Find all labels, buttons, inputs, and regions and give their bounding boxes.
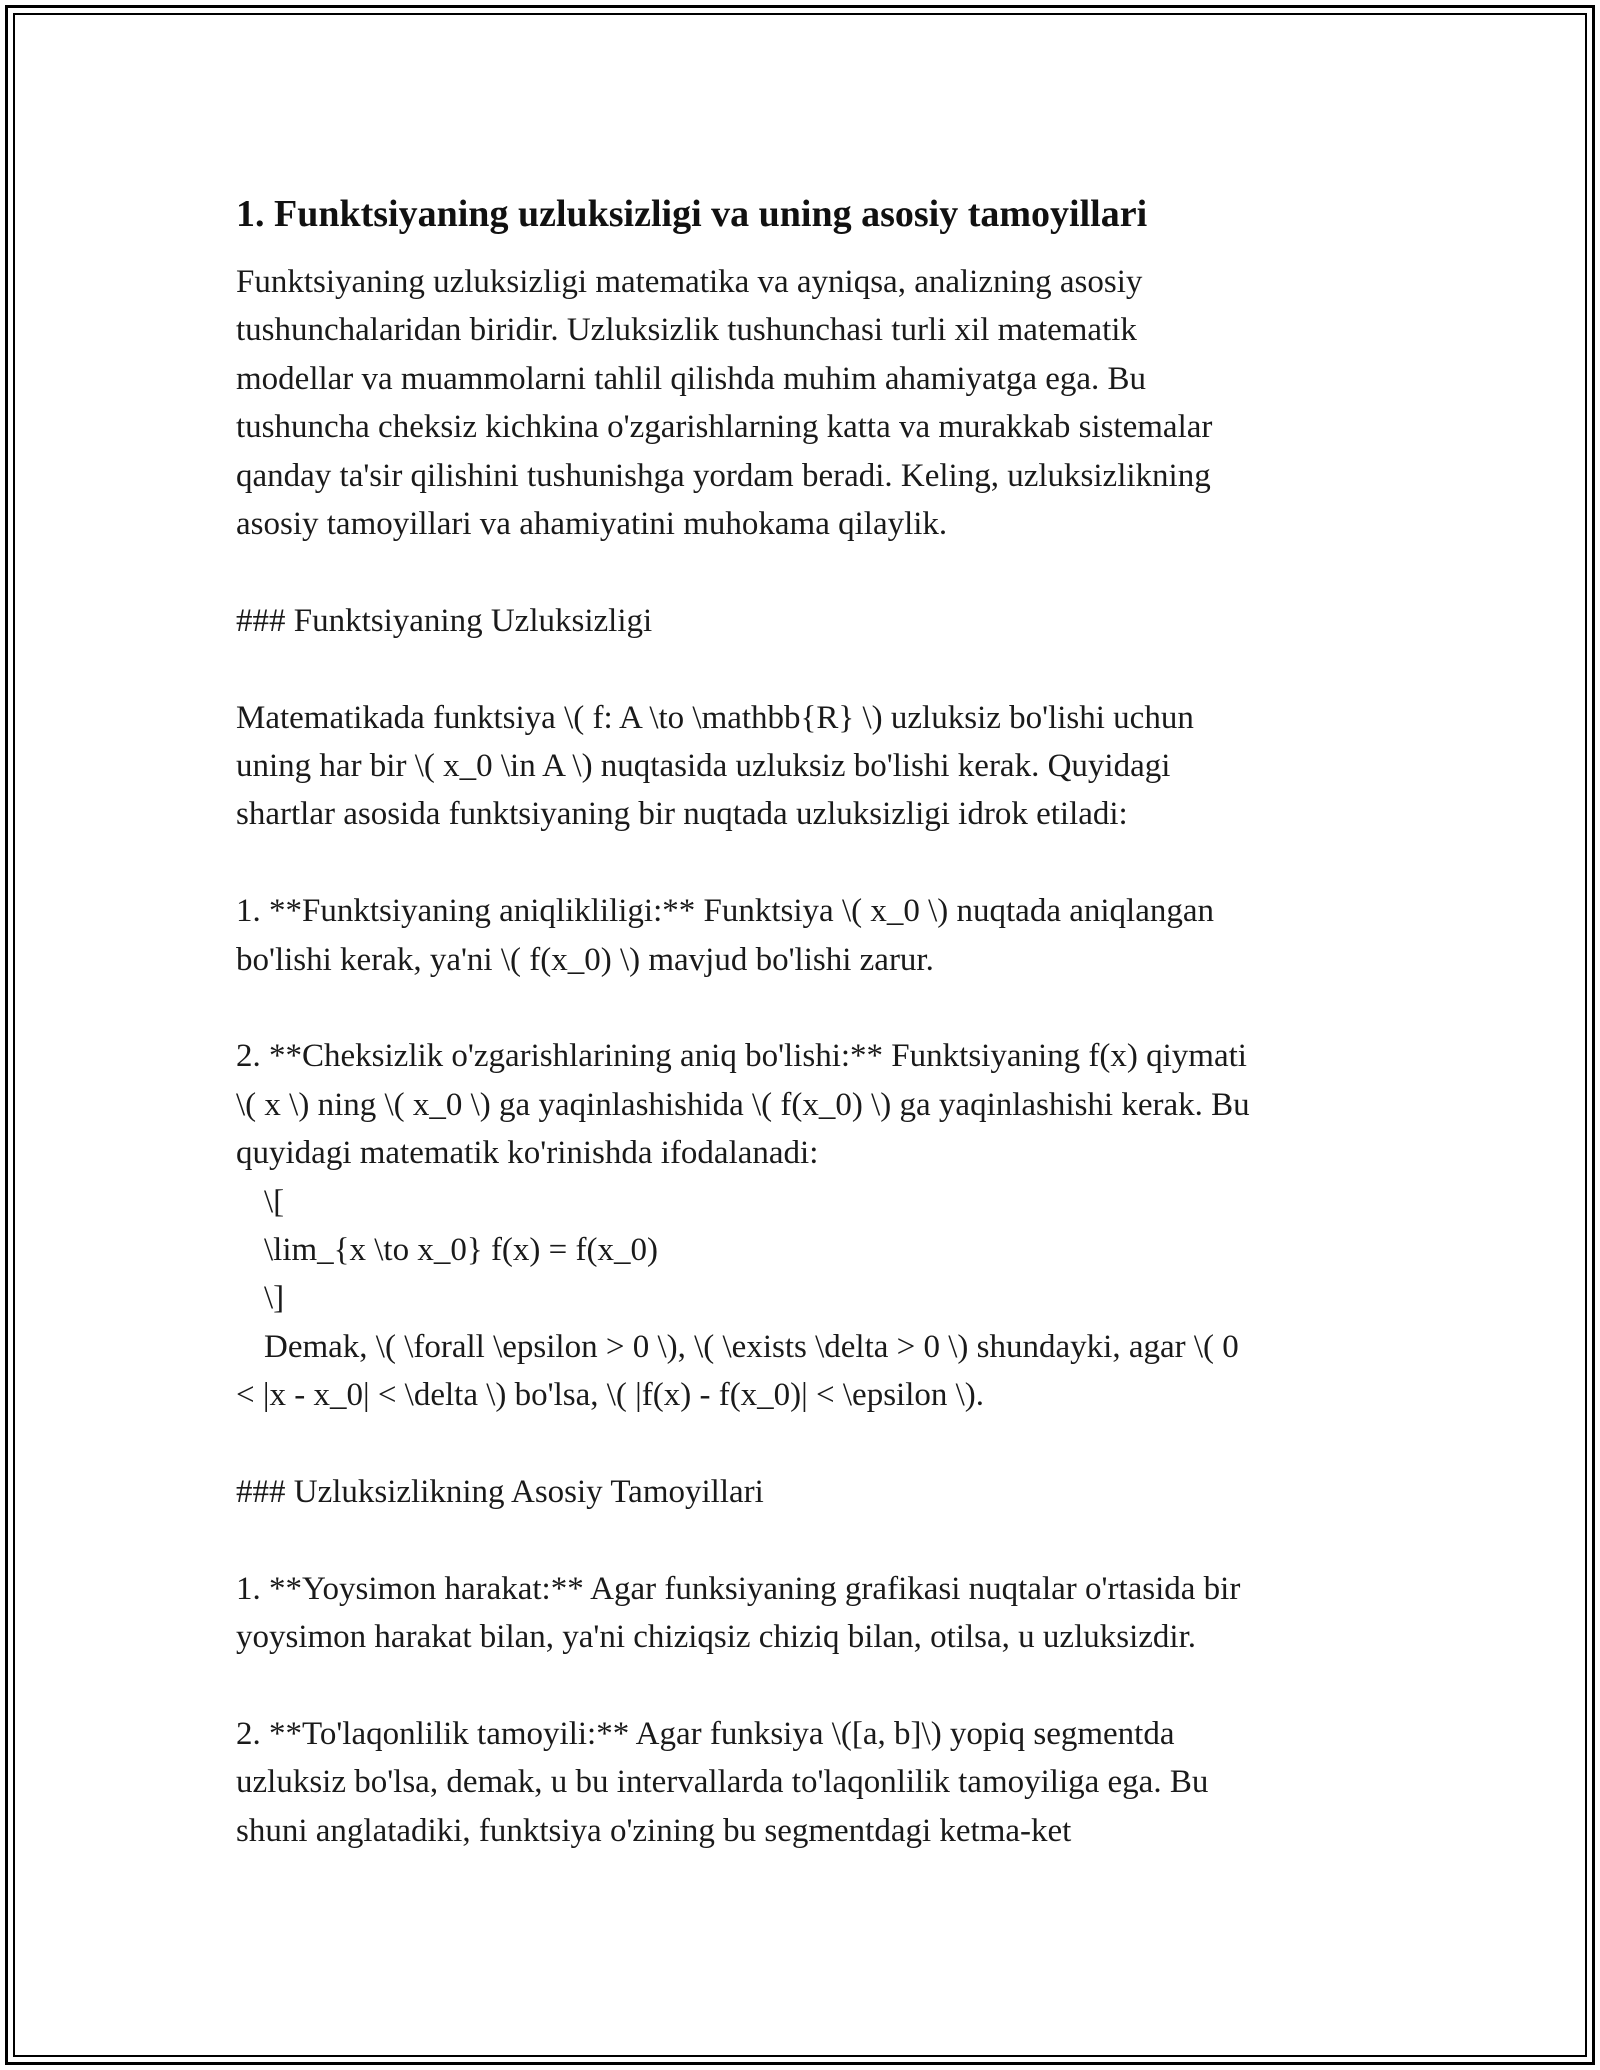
text-line: 1. **Yoysimon harakat:** Agar funksiyaning grafikasi nuqtalar o'rtasida bir bbox=[236, 1570, 1241, 1607]
text-line: qanday ta'sir qilishini tushunishga yordam beradi. Keling, uzluksizlikning bbox=[236, 457, 1211, 494]
document-body bbox=[236, 190, 1366, 1855]
paragraph-gap bbox=[236, 1420, 1366, 1468]
list-item bbox=[236, 1565, 1366, 1662]
paragraph-gap bbox=[236, 548, 1366, 596]
paragraph-gap bbox=[236, 839, 1366, 887]
text-line: tushuncha cheksiz kichkina o'zgarishlarning katta va murakkab sistemalar bbox=[236, 409, 1213, 446]
text-line: 2. **Cheksizlik o'zgarishlarining aniq bo'lishi:** Funktsiyaning f(x) qiymati bbox=[236, 1038, 1247, 1075]
text-line: shartlar asosida funktsiyaning bir nuqtada uzluksizligi idrok etiladi: bbox=[236, 796, 1128, 833]
paragraph-gap bbox=[236, 1516, 1366, 1564]
paragraph-gap bbox=[236, 984, 1366, 1032]
formula-line: \[ bbox=[264, 1183, 285, 1220]
text-line: 1. **Funktsiyaning aniqlikliligi:** Funktsiya \( x_0 \) nuqtada aniqlangan bbox=[236, 893, 1214, 930]
text-line: Matematikada funktsiya \( f: A \to \mathbb{R} \) uzluksiz bo'lishi uchun bbox=[236, 699, 1194, 736]
formula-line: \] bbox=[264, 1280, 285, 1317]
document-title: 1. Funktsiyaning uzluksizligi va uning asosiy tamoyillari bbox=[236, 193, 1148, 235]
text-line: Funktsiyaning uzluksizligi matematika va ayniqsa, analizning asosiy bbox=[236, 264, 1143, 300]
text-line: shuni anglatadiki, funktsiya o'zining bu segmentdagi ketma-ket bbox=[236, 1812, 1072, 1849]
text-line: modellar va muammolarni tahlil qilishda muhim ahamiyatga ega. Bu bbox=[236, 360, 1147, 397]
list-item bbox=[236, 1710, 1366, 1855]
paragraph-gap bbox=[236, 1662, 1366, 1710]
text-line: bo'lishi kerak, ya'ni \( f(x_0) \) mavjud bo'lishi zarur. bbox=[236, 941, 934, 978]
paragraph-gap bbox=[236, 645, 1366, 693]
text-line: quyidagi matematik ko'rinishda ifodalanadi: bbox=[236, 1135, 819, 1172]
formula-line: \lim_{x \to x_0} f(x) = f(x_0) bbox=[264, 1232, 658, 1269]
text-line: tushunchalaridan biridir. Uzluksizlik tushunchasi turli xil matematik bbox=[236, 312, 1137, 349]
text-line: 2. **To'laqonlilik tamoyili:** Agar funksiya \([a, b]\) yopiq segmentda bbox=[236, 1716, 1175, 1753]
text-line: asosiy tamoyillari va ahamiyatini muhokama qilaylik. bbox=[236, 506, 948, 543]
section-heading: ### Funktsiyaning Uzluksizligi bbox=[236, 602, 653, 639]
text-line: Demak, \( \forall \epsilon > 0 \), \( \exists \delta > 0 \) shundayki, agar \( 0 bbox=[264, 1328, 1239, 1365]
text-line: < |x - x_0| < \delta \) bo'lsa, \( |f(x) - f(x_0)| < \epsilon \). bbox=[236, 1377, 985, 1414]
text-line: \( x \) ning \( x_0 \) ga yaqinlashishida \( f(x_0) \) ga yaqinlashishi kerak. Bu bbox=[236, 1086, 1250, 1123]
text-line: uzluksiz bo'lsa, demak, u bu intervallarda to'laqonlilik tamoyiliga ega. Bu bbox=[236, 1764, 1209, 1801]
list-item bbox=[236, 887, 1366, 984]
intro-paragraph bbox=[236, 258, 1366, 548]
section-heading: ### Uzluksizlikning Asosiy Tamoyillari bbox=[236, 1474, 764, 1511]
text-line: uning har bir \( x_0 \in A \) nuqtasida uzluksiz bo'lishi kerak. Quyidagi bbox=[236, 748, 1171, 785]
section1-paragraph bbox=[236, 694, 1366, 839]
list-item bbox=[236, 1032, 1366, 1419]
text-line: yoysimon harakat bilan, ya'ni chiziqsiz chiziq bilan, otilsa, u uzluksizdir. bbox=[236, 1619, 1196, 1656]
